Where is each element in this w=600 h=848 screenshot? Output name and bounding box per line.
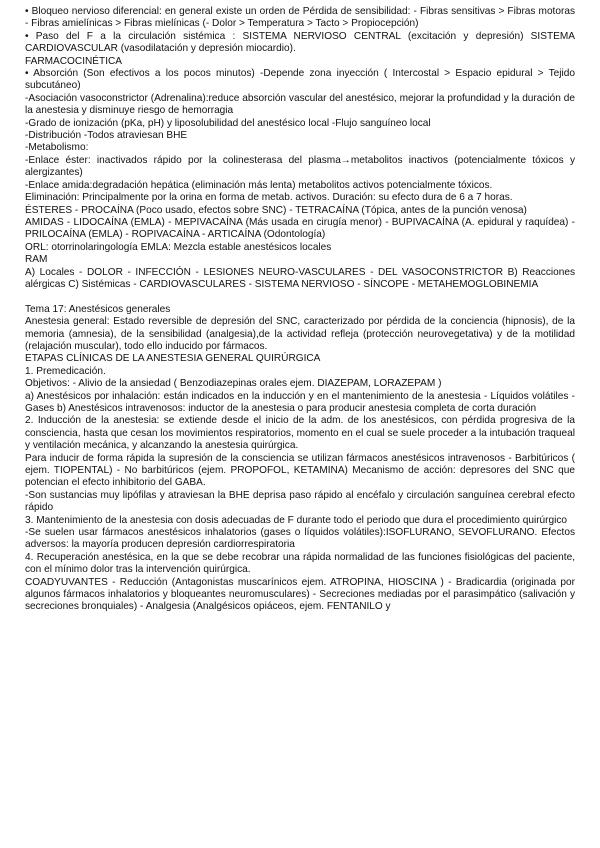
paragraph-distribucion: -Distribución -Todos atraviesan BHE [25,130,188,142]
paragraph-ram-list: A) Locales - DOLOR - INFECCIÓN - LESIONES NEURO-VASCULARES - DEL VASOCONSTRICTOR B) Reacciones alérgicas C) Sistémicas - CARDIOVASCULARES - SISTEMA NERVIOSO - SÍNCOPE - METAHEMOGLOBINEMIA [25,266,575,290]
paragraph-objetivos: Objetivos: - Alivio de la ansiedad ( Benzodiazepinas orales ejem. DIAZEPAM, LORAZEPAM ) [25,378,442,390]
paragraph-orl: ORL: otorrinolaringología EMLA: Mezcla estable anestésicos locales [25,241,332,253]
paragraph-bloqueo-nervioso: • Bloqueo nervioso diferencial: en general existe un orden de Pérdida de sensibilidad: - Fibras sensitivas > Fibras motoras - Fibras amielínicas > Fibras mielínicas (- Dolor > Temperatura > Tacto > Propiocepción) [25,6,575,30]
paragraph-anestesia-general: Anestesia general: Estado reversible de depresión del SNC, caracterizado por pérdida de la conciencia (hipnosis), de la memoria (amnesia), de la sensibilidad (analgesia),de la actividad refleja (protección neurovegetativa) y de la motilidad (relajación muscular), todo ello inducido por fármacos. [25,316,575,352]
heading-tema-17: Tema 17: Anestésicos generales [25,303,171,315]
paragraph-anestesicos-inhalacion: a) Anestésicos por inhalación: están indicados en la inducción y en el mantenimiento de la anestesia - Líquidos volátiles - Gases b) Anestésicos intravenosos: inductor de la anestesia o para producir anestesia completa de corta duración [25,390,575,414]
heading-etapas-clinicas: ETAPAS CLÍNICAS DE LA ANESTESIA GENERAL QUIRÚRGICA [25,353,321,365]
paragraph-premedicacion: 1. Premedicación. [25,365,106,377]
paragraph-grado-ionizacion: -Grado de ionización (pKa, pH) y liposolubilidad del anestésico local -Flujo sanguíneo local [25,117,431,129]
paragraph-recuperacion: 4. Recuperación anestésica, en la que se debe recobrar una rápida normalidad de las funciones fisiológicas del paciente, con el mínimo dolor tras la intervención quirúrgica. [25,551,575,576]
paragraph-esteres: ÉSTERES - PROCAÍNA (Poco usado, efectos sobre SNC) - TETRACAÍNA (Tópica, antes de la punción venosa) [25,204,527,216]
blank-line [25,291,575,303]
paragraph-paso-circulacion: • Paso del F a la circulación sistémica : SISTEMA NERVIOSO CENTRAL (excitación y depresión) SISTEMA CARDIOVASCULAR (vasodilatación y depresión miocardio). [25,30,575,55]
paragraph-inhalatorios: -Se suelen usar fármacos anestésicos inhalatorios (gases o líquidos volátiles):ISOFLURANO, SEVOFLURANO. Efectos adversos: la mayoría producen depresión cardiorrespiratoria [25,527,575,551]
paragraph-enlace-ester: -Enlace éster: inactivados rápido por la colinesterasa del plasma→metabolitos inactivos (potencialmente tóxicos y alergizantes) [25,154,575,179]
paragraph-sustancias-lipofilas: -Son sustancias muy lipófilas y atraviesan la BHE deprisa paso rápido al encéfalo y circulación sanguínea cerebral efecto rápido [25,489,575,514]
paragraph-enlace-amida: -Enlace amida:degradación hepática (eliminación más lenta) metabolitos activos potencialmente tóxicos. [25,179,493,191]
paragraph-mantenimiento: 3. Mantenimiento de la anestesia con dosis adecuadas de F durante todo el periodo que dura el procedimiento quirúrgico [25,514,568,526]
heading-farmacocinetica: FARMACOCINÉTICA [25,55,123,67]
paragraph-amidas: AMIDAS - LIDOCAÍNA (EMLA) - MEPIVACAÍNA (Más usada en cirugía menor) - BUPIVACAÍNA (A. epidural y raquídea) - PRILOCAÍNA (EMLA) - ROPIVACAÍNA - ARTICAÍNA (Odontología) [25,216,575,241]
paragraph-metabolismo: -Metabolismo: [25,142,89,154]
heading-ram: RAM [25,254,48,266]
paragraph-absorcion: • Absorción (Son efectivos a los pocos minutos) -Depende zona inyección ( Intercostal > Espacio epidural > Tejido subcutáneo) [25,68,575,92]
paragraph-eliminacion: Eliminación: Principalmente por la orina en forma de metab. activos. Duración: su efecto dura de 6 a 7 horas. [25,192,513,204]
paragraph-asociacion-vasoconstrictor: -Asociación vasoconstrictor (Adrenalina):reduce absorción vascular del anestésico, mejorar la profundidad y la duración de la anestesia y disminuye riesgo de hemorragia [25,92,575,117]
paragraph-coadyuvantes: COADYUVANTES - Reducción (Antagonistas muscarínicos ejem. ATROPINA, HIOSCINA ) - Bradicardia (originada por algunos fármacos inhalatorios y bloqueantes neuromusculares) - Secreciones mediadas por el parasimpático (salivación y secreciones bronquiales) - Analgesia (Analgésicos opiáceos, ejem. FENTANILO y [25,576,575,613]
paragraph-inducir-rapida: Para inducir de forma rápida la supresión de la consciencia se utilizan fármacos anestésicos intravenosos - Barbitúricos ( ejem. TIOPENTAL) - No barbitúricos (ejem. PROPOFOL, KETAMINA) Mecanismo de acción: depresores del SNC que potencian el efecto inhibitorio del GABA. [25,452,575,489]
paragraph-induccion: 2. Inducción de la anestesia: se extiende desde el inicio de la adm. de los anestésicos, con pérdida progresiva de la consciencia, hasta que cesan los movimientos respiratorios, momento en el cual se suele proceder a la intubación traqueal y ventilación mecánica, y alcanzando la anestesia quirúrgica. [25,415,575,452]
